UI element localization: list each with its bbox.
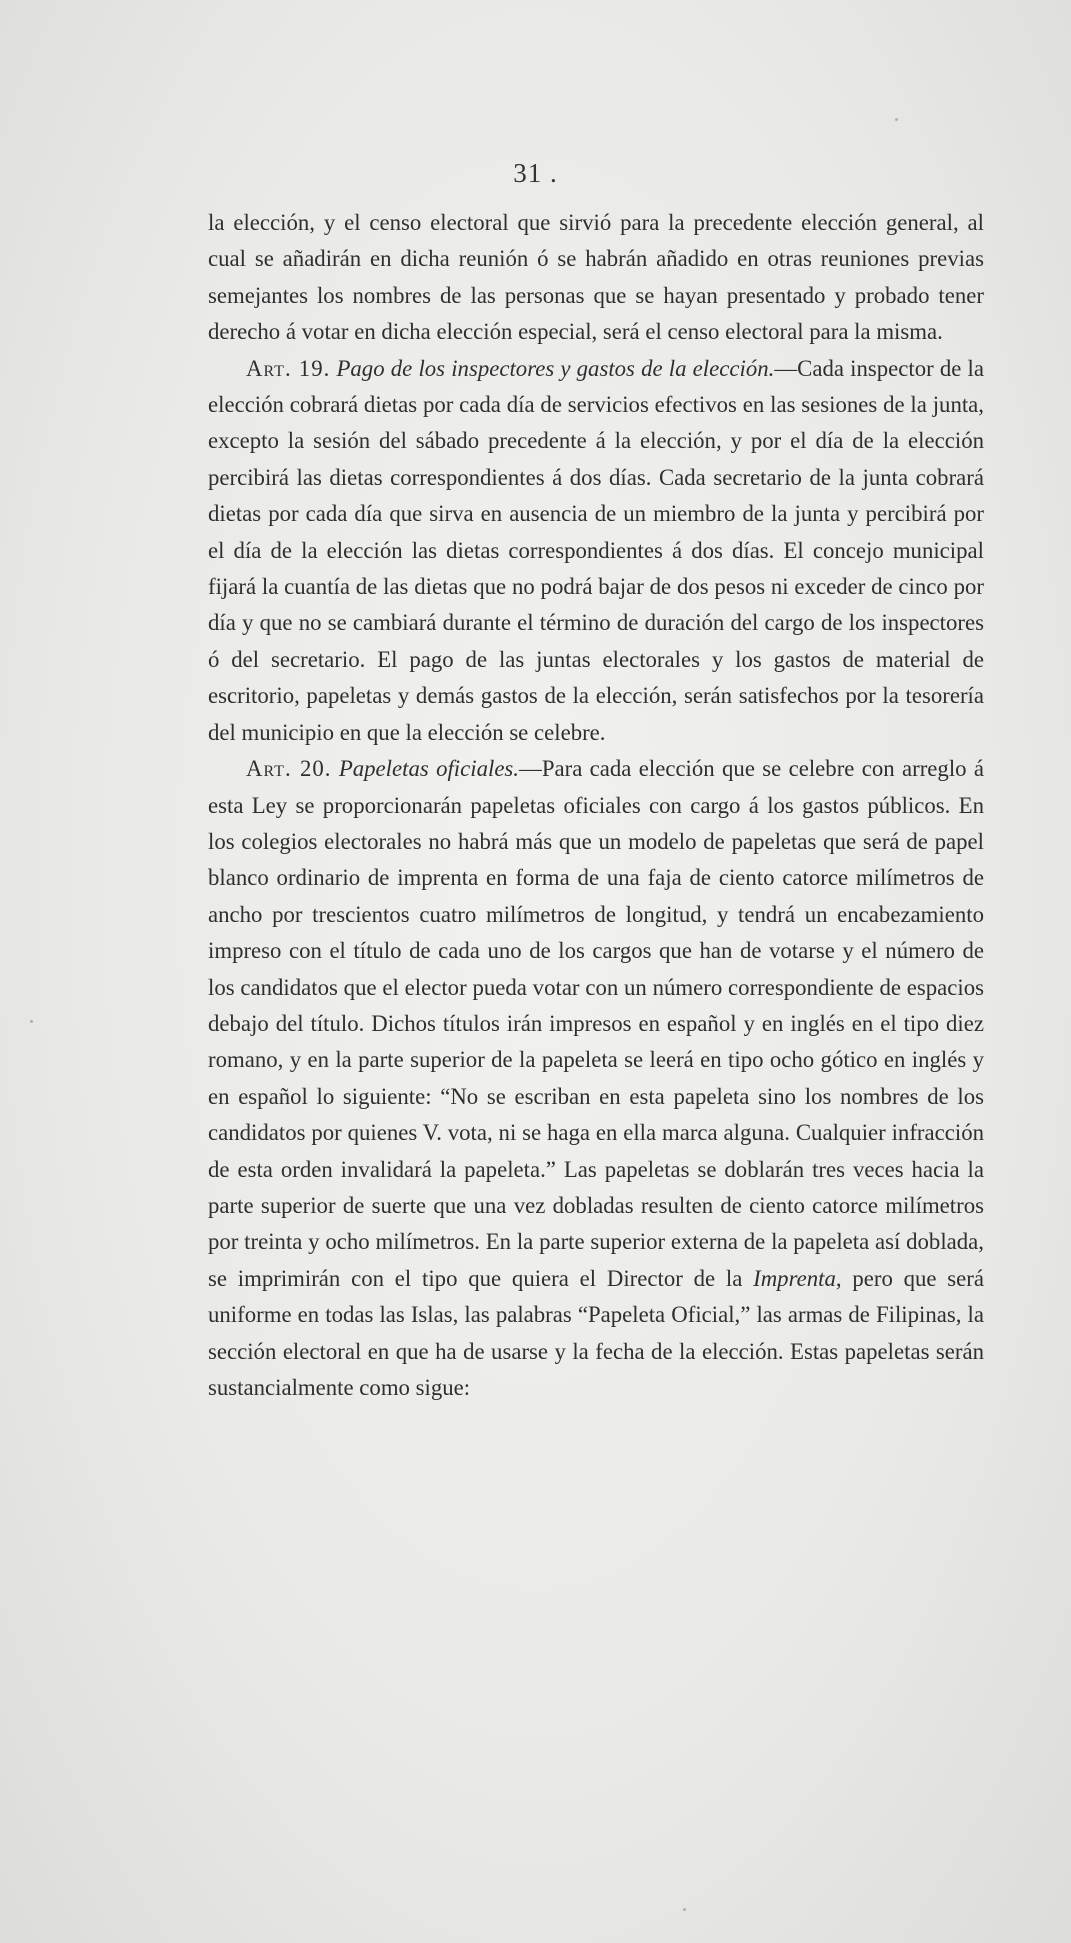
paper-speck	[895, 118, 898, 121]
article-20-body-part-1: —Para cada elección que se celebre con arreglo á esta Ley se proporcionarán papeletas oficiales con cargo á los gastos públicos. En los colegios electorales no habrá más que un modelo de papeletas que será de papel blanco ordinario de imprenta en forma de una faja de ciento catorce milímetros de ancho por trescientos cuatro milímetros de longitud, y tendrá un encabezamiento impreso con el título de cada uno de los cargos que han de votarse y el número de los candidatos que el elector pueda votar con un número correspondiente de espacios debajo del título. Dichos títulos irán impresos en español y en inglés en el tipo diez romano, y en la parte superior de la papeleta se leerá en tipo ocho gótico en inglés y en español lo siguiente: “No se escriban en esta papeleta sino los nombres de los candidatos por quienes V. vota, ni se haga en ella marca alguna. Cualquier infracción de esta orden invalidará la papeleta.” Las papeletas se doblarán tres veces hacia la parte superior de suerte que una vez dobladas resulten de ciento catorce milímetros por treinta y ocho milímetros. En la parte superior externa de la papeleta así doblada, se imprimirán con el tipo que quiera el Director de la	[208, 756, 985, 1291]
paragraph-continuation: la elección, y el censo electoral que sirvió para la precedente elección general, al cual se añadirán en dicha reunión ó se habrán añadido en otras reuniones previas semejantes los nombres de las personas que se hayan presentado y probado tener derecho á votar en dicha elección especial, será el censo electoral para la misma.	[208, 210, 984, 345]
article-20-title: Papeletas oficiales.	[338, 756, 520, 782]
body-text	[208, 205, 984, 1406]
article-20	[208, 751, 984, 1406]
article-19	[208, 351, 984, 751]
article-19-title: Pago de los inspectores y gastos de la elección.	[336, 355, 775, 381]
paper-speck	[683, 1908, 686, 1911]
article-19-label: Art. 19.	[246, 355, 331, 381]
article-20-body-part-2: , pero que será uniforme en todas las Islas, las palabras “Papeleta Oficial,” las armas de Filipinas, la sección electoral en que ha de usarse y la fecha de la elección. Estas papeletas serán sustancialmente como sigue:	[208, 1265, 984, 1400]
article-20-emphasis: Imprenta	[753, 1265, 836, 1291]
page-number: 31 .	[513, 158, 558, 188]
article-20-label: Art. 20.	[246, 756, 332, 782]
paper-speck	[30, 1020, 33, 1023]
article-19-body: —Cada inspector de la elección cobrará dietas por cada día de servicios efectivos en las sesiones de la junta, excepto la sesión del sábado precedente á la elección, y por el día de la elección percibirá las dietas correspondientes á dos días. Cada secretario de la junta cobrará dietas por cada día que sirva en ausencia de un miembro de la junta y percibirá por el día de la elección las dietas correspondientes á dos días. El concejo municipal fijará la cuantía de las dietas que no podrá bajar de dos pesos ni exceder de cinco por día y que no se cambiará durante el término de duración del cargo de los inspectores ó del secretario. El pago de las juntas electorales y los gastos de material de escritorio, papeletas y demás gastos de la elección, serán satisfechos por la tesorería del municipio en que la elección se celebre.	[208, 355, 984, 745]
